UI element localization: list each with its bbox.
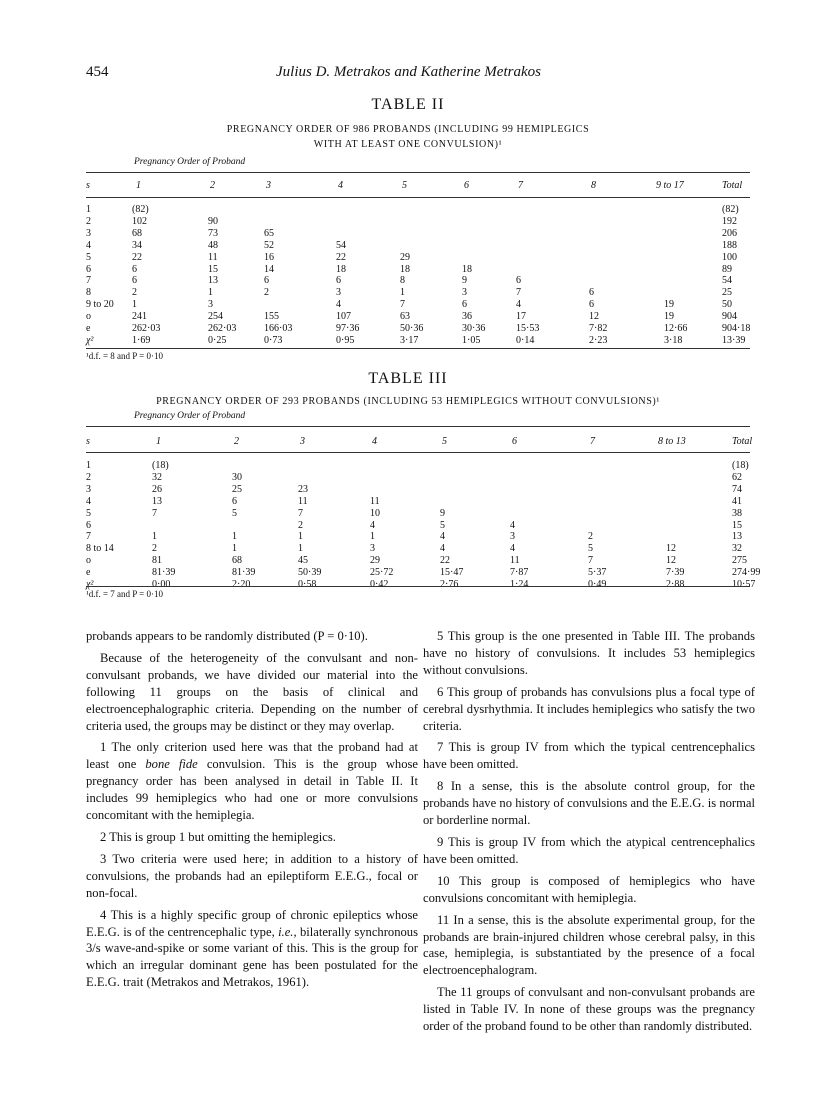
- table2-cell: 8: [86, 287, 91, 299]
- table2-cell: o: [86, 311, 91, 323]
- table3-cell: 2·88: [666, 579, 685, 590]
- table3-cell: 4: [440, 531, 445, 543]
- table3-cell: 4: [510, 519, 515, 531]
- table3-cell: 4: [86, 495, 91, 507]
- table2-cell: 0·25: [208, 334, 227, 346]
- table2-row: [86, 240, 750, 251]
- table2-cell: 48: [208, 239, 218, 251]
- table2-cell: 3: [208, 299, 213, 311]
- table2-cell: 65: [264, 227, 274, 239]
- table3-cell: 5: [588, 543, 593, 555]
- paragraph: 3 Two criteria were used here; in addition to a history of convulsions, the probands had an epileptiform E.E.G., focal or non-focal.: [86, 851, 418, 900]
- table3-cell: 62: [732, 471, 742, 483]
- paragraph: 10 This group is composed of hemiplegics who have convulsions concomitant with hemiplegia.: [423, 873, 755, 905]
- table2-cell: 18: [336, 263, 346, 275]
- table2-cell: (82): [132, 204, 149, 215]
- table2-header-row: [86, 180, 750, 191]
- table2-cell: 6: [589, 287, 594, 299]
- table2-cell: 1·69: [132, 334, 151, 346]
- table2-cell: 2·23: [589, 334, 608, 346]
- table2-row: [86, 335, 750, 346]
- table3-cell: 7: [152, 507, 157, 519]
- table3-cell: 13: [152, 495, 162, 507]
- table2-cell: 19: [664, 311, 674, 323]
- paragraph: 11 In a sense, this is the absolute experimental group, for the probands are brain-injured children whose cerebral palsy, in this case, hemiplegia, is substantiated by the presence of a focal electroencephalogram.: [423, 912, 755, 978]
- table3-cell: 41: [732, 495, 742, 507]
- table2-cell: 0·73: [264, 334, 283, 346]
- table2-cell: 89: [722, 263, 732, 275]
- table2-cell: 54: [722, 275, 732, 287]
- table2-cell: 0·14: [516, 334, 535, 346]
- table2-cell: 1: [132, 299, 137, 311]
- table3-column-header: Total: [732, 436, 753, 447]
- table2-cell: 107: [336, 311, 351, 323]
- table3-cell: 5: [86, 507, 91, 519]
- table3-cell: 0·49: [588, 579, 607, 590]
- table2-cell: 11: [208, 251, 218, 263]
- table2-row: [86, 275, 750, 286]
- table3-cell: 12: [666, 555, 676, 567]
- table2-column-header: 4: [338, 180, 343, 191]
- table2-row: [86, 264, 750, 275]
- table2-cell: 102: [132, 215, 147, 227]
- paragraph: Because of the heterogeneity of the convulsant and non-convulsant probands, we have divided our material into the following 11 groups on the basis of clinical and electroencephalographic criteria. Depending on the number of criteria used, the groups may be distinct or they may overlap.: [86, 650, 418, 733]
- table3-cell: 74: [732, 483, 742, 495]
- table3-cell: 10·57: [732, 579, 756, 590]
- table2-cell: 97·36: [336, 323, 360, 334]
- table2-caption-line1: PREGNANCY ORDER OF 986 PROBANDS (INCLUDING 99 HEMIPLEGICS: [226, 124, 590, 135]
- table3-footnote: ¹d.f. = 7 and P = 0·10: [86, 589, 164, 599]
- table2-cell: 29: [400, 251, 410, 263]
- table2-cell: 52: [264, 239, 274, 251]
- table2-cell: 206: [722, 227, 737, 239]
- table3-cell: 7·39: [666, 567, 685, 579]
- table3-cell: 1: [298, 543, 303, 555]
- table2-cell: 241: [132, 311, 147, 323]
- table2-cell: 155: [264, 311, 279, 323]
- table3-cell: 81·39: [152, 567, 176, 579]
- table3-cell: 6: [86, 519, 91, 531]
- table3-cell: 4: [370, 519, 375, 531]
- table2-cell: 17: [516, 311, 526, 323]
- table3-cell: 81: [152, 555, 162, 567]
- table3-row: [86, 567, 761, 579]
- table3-cell: 38: [732, 507, 742, 519]
- table3-cell: 3: [370, 543, 375, 555]
- table2-cell: 7: [86, 275, 91, 287]
- table3-cell: 5: [440, 519, 445, 531]
- table3-row: [86, 472, 750, 483]
- table2-cell: 192: [722, 215, 737, 227]
- table2-cell: 3: [336, 287, 341, 299]
- table3-column-header: 8 to 13: [658, 436, 686, 447]
- table3-row: [86, 520, 750, 531]
- table2-cell: 4: [516, 299, 521, 311]
- table3-column-header: 4: [372, 436, 377, 447]
- table3-cell: e: [86, 567, 91, 579]
- table3-cell: 68: [232, 555, 242, 567]
- table2-cell: 904·18: [722, 323, 751, 334]
- table3-cell: 2·76: [440, 579, 459, 590]
- table2-cell: 68: [132, 227, 142, 239]
- paragraph: 6 This group of probands has convulsions plus a focal type of cerebral dysrhythmia. It includes hemiplegics who satisfy the two criteria.: [423, 684, 755, 733]
- table2-cell: 7: [400, 299, 405, 311]
- table2-column-header: 1: [136, 180, 141, 191]
- table2-cell: 2: [86, 215, 91, 227]
- table2-cell: e: [86, 323, 91, 334]
- table3-cell: 2: [86, 471, 91, 483]
- table3-cell: 32: [732, 543, 742, 555]
- table3-cell: 11: [370, 495, 380, 507]
- table3-cell: 12: [666, 543, 676, 555]
- table2-cell: 0·95: [336, 334, 355, 346]
- table2-cell: 6: [86, 263, 91, 275]
- table3-column-header: 7: [590, 436, 595, 447]
- table2-cell: 262·03: [132, 323, 161, 334]
- table2-cell: 6: [132, 275, 137, 287]
- page-number: 454: [86, 64, 109, 80]
- table2-caption-line2: WITH AT LEAST ONE CONVULSION)¹: [313, 139, 503, 150]
- paragraph: probands appears to be randomly distributed (P = 0·10).: [86, 629, 368, 643]
- table3-column-header: 5: [442, 436, 447, 447]
- table2-row: [86, 323, 750, 334]
- table3-header-row: [86, 436, 753, 447]
- table3-bottom-rule: [86, 586, 750, 587]
- table3-cell: 0·00: [152, 579, 171, 590]
- table2-cell: 6: [264, 275, 269, 287]
- table3-cell: 7: [588, 555, 593, 567]
- table2-cell: 36: [462, 311, 472, 323]
- table3-cell: 30: [232, 471, 242, 483]
- table3-cell: 6: [232, 495, 237, 507]
- right-text-column: [423, 628, 755, 1040]
- table3-cell: 26: [152, 483, 162, 495]
- table2-cell: χ²: [86, 334, 94, 346]
- table2-cell: 3·18: [664, 334, 683, 346]
- table3-cell: 10: [370, 507, 380, 519]
- table2-row: [86, 287, 750, 298]
- table2-cell: 166·03: [264, 323, 293, 334]
- table3-header-rule: [86, 452, 750, 453]
- paragraph: The 11 groups of convulsant and non-convulsant probands are listed in Table IV. In none of these groups was the pregnancy order of the proband found to be other than randomly distributed.: [423, 985, 755, 1034]
- table3-cell: 81·39: [232, 567, 256, 579]
- table2-cell: 100: [722, 251, 737, 263]
- table3-cell: 25: [232, 483, 242, 495]
- paragraph: 1 The only criterion used here was that the proband had at least one bone fide convulsion. This is the group whose pregnancy order has been analysed in detail in Table II. It includes 99 hemiplegics who had one or more convulsions concomitant with the hemiplegia.: [86, 740, 418, 823]
- paragraph: 5 This group is the one presented in Table III. The probands have no history of convulsions. It includes 53 hemiplegics without convulsions.: [423, 629, 755, 677]
- table2-cell: 3: [86, 227, 91, 239]
- table2-cell: 3·17: [400, 334, 419, 346]
- table3-cell: 0·42: [370, 579, 389, 590]
- paragraph: 7 This is group IV from which the typical centrencephalics have been omitted.: [423, 740, 755, 772]
- table2-cell: 254: [208, 311, 223, 323]
- table2-cell: 7·82: [589, 323, 608, 334]
- table2-cell: 2: [132, 287, 137, 299]
- table2-column-header: 2: [210, 180, 215, 191]
- table3-top-rule: [86, 426, 750, 427]
- table2-cell: 1: [400, 287, 405, 299]
- table2-column-header: 5: [402, 180, 407, 191]
- table3-cell: 29: [370, 555, 380, 567]
- table3-cell: 274·99: [732, 567, 761, 579]
- table2-cell: (82): [722, 204, 739, 215]
- table3-cell: 50·39: [298, 567, 322, 579]
- table3-cell: 22: [440, 555, 450, 567]
- table2-column-header: 7: [518, 180, 523, 191]
- table3-cell: 1·24: [510, 579, 529, 590]
- table3-cell: 7·87: [510, 567, 529, 579]
- table3-cell: 1: [370, 531, 375, 543]
- table2-cell: 7: [516, 287, 521, 299]
- table3-cell: 275: [732, 555, 747, 567]
- table3-cell: 4: [440, 543, 445, 555]
- running-title: Julius D. Metrakos and Katherine Metrakos: [276, 64, 541, 80]
- table3-cell: 4: [510, 543, 515, 555]
- table2-cell: 63: [400, 311, 410, 323]
- table3-cell: 2: [588, 531, 593, 543]
- table2-row: [86, 311, 750, 322]
- table3-cell: 5: [232, 507, 237, 519]
- table2-cell: 1·05: [462, 334, 481, 346]
- table3-row: [86, 496, 750, 507]
- table2-cell: 262·03: [208, 323, 237, 334]
- table3-column-header: 3: [300, 436, 305, 447]
- table2-header-rule: [86, 197, 750, 198]
- table3-row: [86, 460, 750, 471]
- table2-cell: 3: [462, 287, 467, 299]
- table2-cell: 4: [86, 239, 91, 251]
- table3-cell: 7: [298, 507, 303, 519]
- table3-cell: 25·72: [370, 567, 394, 579]
- table3-row: [86, 555, 750, 566]
- table3-cell: 9: [440, 507, 445, 519]
- table3-subheading: Pregnancy Order of Proband: [134, 411, 246, 421]
- table2-cell: 15: [208, 263, 218, 275]
- table2-row: [86, 228, 750, 239]
- table2-row: [86, 204, 750, 215]
- table2-cell: 54: [336, 239, 346, 251]
- table2-row: [86, 299, 750, 310]
- table3-cell: 32: [152, 471, 162, 483]
- table2-cell: 22: [132, 251, 142, 263]
- table2-title: TABLE II: [371, 96, 445, 113]
- paragraph: 8 In a sense, this is the absolute control group, for the probands have no history of convulsions and the E.E.G. is normal or borderline normal.: [423, 779, 755, 828]
- table2-cell: 19: [664, 299, 674, 311]
- table2-cell: 14: [264, 263, 274, 275]
- table2-cell: 6: [132, 263, 137, 275]
- paragraph: 9 This is group IV from which the atypical centrencephalics have been omitted.: [423, 834, 755, 866]
- table3-cell: 0·58: [298, 579, 317, 590]
- table2-column-header: 3: [266, 180, 271, 191]
- table2-cell: 34: [132, 239, 142, 251]
- table3-row: [86, 508, 750, 519]
- table2-cell: 13·39: [722, 334, 746, 346]
- table3-cell: 1: [232, 531, 237, 543]
- table3-cell: 3: [86, 483, 91, 495]
- table2-column-header: s: [86, 180, 90, 191]
- table2-cell: 90: [208, 215, 218, 227]
- table3-row: [86, 543, 750, 554]
- table3-cell: 5·37: [588, 567, 607, 579]
- paragraph: 2 This is group 1 but omitting the hemiplegics.: [100, 829, 336, 844]
- table2-cell: 188: [722, 239, 737, 251]
- table3-cell: χ²: [86, 579, 94, 590]
- table3-row: [86, 484, 750, 495]
- table3-cell: 1: [232, 543, 237, 555]
- table2-cell: 13: [208, 275, 218, 287]
- table3-cell: 8 to 14: [86, 543, 114, 555]
- table2-cell: 16: [264, 251, 274, 263]
- table2-cell: 6: [589, 299, 594, 311]
- table2-cell: 18: [462, 263, 472, 275]
- table3-cell: 23: [298, 483, 308, 495]
- table3-caption: PREGNANCY ORDER OF 293 PROBANDS (INCLUDING 53 HEMIPLEGICS WITHOUT CONVULSIONS)¹: [156, 396, 660, 407]
- table2-cell: 50·36: [400, 323, 424, 334]
- table2-cell: 9: [462, 275, 467, 287]
- table3-cell: 13: [732, 531, 742, 543]
- table2-cell: 50: [722, 299, 732, 311]
- table2-cell: 1: [208, 287, 213, 299]
- table2-cell: 6: [516, 275, 521, 287]
- table2-cell: 12: [589, 311, 599, 323]
- table2-cell: 25: [722, 287, 732, 299]
- table2-column-header: 9 to 17: [656, 180, 684, 191]
- paragraph: 4 This is a highly specific group of chronic epileptics whose E.E.G. is of the centrencephalic type, i.e., bilaterally synchronous 3/s wave-and-spike or some variant of this. This is the group for which an irregular dominant gene has been postulated for the E.E.G. trait (Metrakos and Metrakos, 1961).: [86, 907, 418, 990]
- table2-cell: 4: [336, 299, 341, 311]
- table3-cell: 2: [298, 519, 303, 531]
- table3-cell: 11: [298, 495, 308, 507]
- table3-cell: (18): [732, 460, 749, 471]
- table3-row: [86, 531, 750, 542]
- table3-column-header: s: [86, 436, 90, 447]
- table2-cell: 12·66: [664, 323, 688, 334]
- table2-cell: 8: [400, 275, 405, 287]
- table2-row: [86, 216, 750, 227]
- table3-cell: 3: [510, 531, 515, 543]
- table2-column-header: Total: [722, 180, 743, 191]
- table3-column-header: 1: [156, 436, 161, 447]
- table2-cell: 22: [336, 251, 346, 263]
- table2-bottom-rule: [86, 348, 750, 349]
- table3-cell: 2·20: [232, 579, 251, 590]
- table2-top-rule: [86, 172, 750, 173]
- table3-column-header: 2: [234, 436, 239, 447]
- table2-cell: 6: [462, 299, 467, 311]
- table2-footnote: ¹d.f. = 8 and P = 0·10: [86, 351, 164, 361]
- table2-cell: 15·53: [516, 323, 540, 334]
- table2-cell: 1: [86, 204, 91, 215]
- table3-cell: (18): [152, 460, 169, 471]
- table2-row: [86, 252, 750, 263]
- table3-cell: o: [86, 555, 91, 567]
- table2-subheading: Pregnancy Order of Proband: [134, 157, 246, 167]
- table2-cell: 904: [722, 311, 737, 323]
- left-text-column: [86, 628, 418, 996]
- table2-cell: 6: [336, 275, 341, 287]
- table3-cell: 15: [732, 519, 742, 531]
- table3-cell: 7: [86, 531, 91, 543]
- table3-cell: 1: [298, 531, 303, 543]
- table3-cell: 1: [86, 460, 91, 471]
- table2-cell: 73: [208, 227, 218, 239]
- table2-column-header: 8: [591, 180, 596, 191]
- table2-column-header: 6: [464, 180, 469, 191]
- table2-cell: 30·36: [462, 323, 486, 334]
- table3-cell: 11: [510, 555, 520, 567]
- table3-cell: 1: [152, 531, 157, 543]
- table3-column-header: 6: [512, 436, 517, 447]
- table2-cell: 2: [264, 287, 269, 299]
- table3-cell: 45: [298, 555, 308, 567]
- table2-cell: 18: [400, 263, 410, 275]
- table3-row: [86, 579, 756, 590]
- table2-cell: 9 to 20: [86, 299, 114, 311]
- table3-cell: 2: [152, 543, 157, 555]
- table3-title: TABLE III: [368, 370, 448, 387]
- table2-cell: 5: [86, 251, 91, 263]
- table3-cell: 15·47: [440, 567, 464, 579]
